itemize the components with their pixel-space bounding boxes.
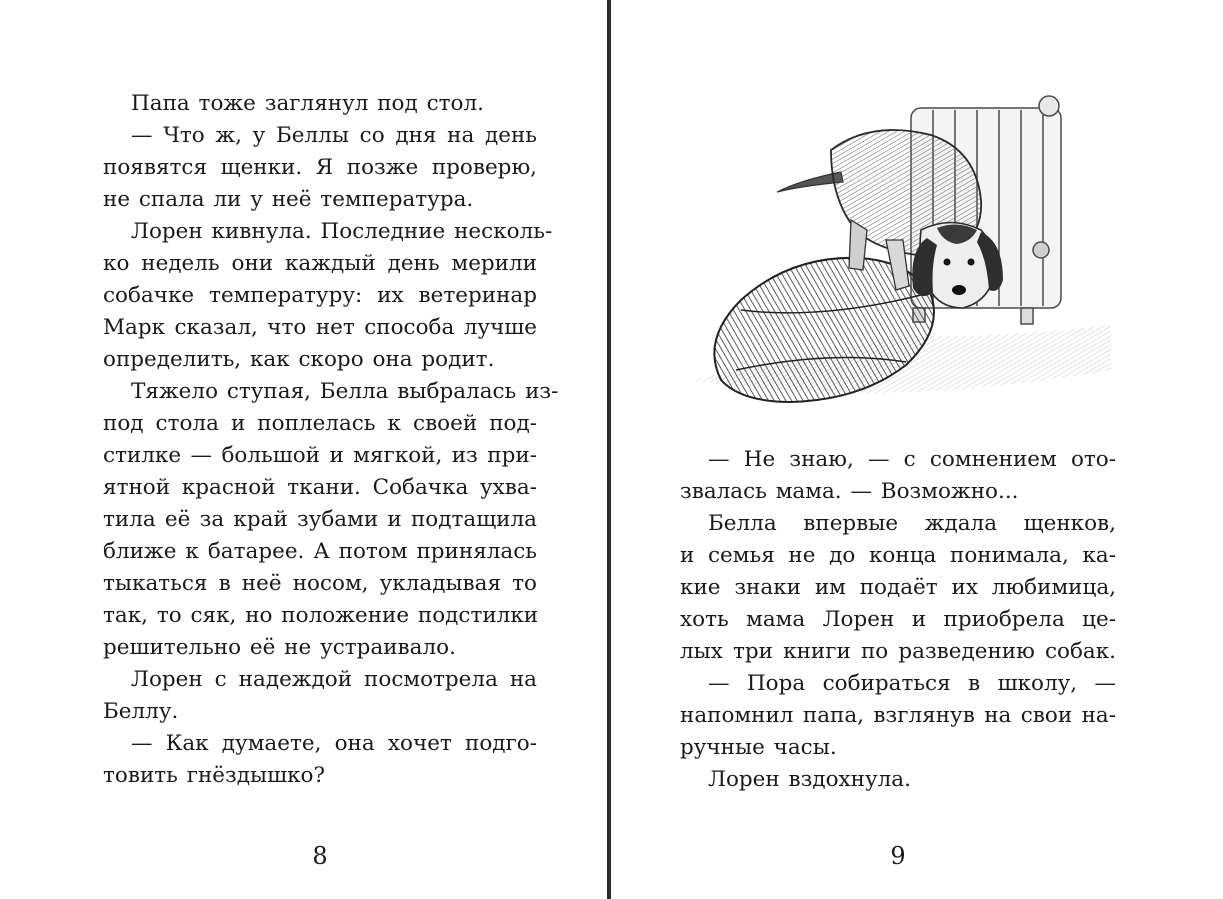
text-line: Беллу.	[103, 699, 179, 724]
text-line: — Не знаю, — с сомнением ото-	[708, 447, 1116, 472]
text-line: звалась мама. — Возможно...	[680, 479, 1019, 504]
text-line: Лорен вздохнула.	[708, 767, 911, 792]
text-line: определить, как скоро она родит.	[103, 347, 495, 372]
text-line: Белла впервые ждала щенков,	[708, 511, 1116, 536]
text-line: тыкаться в неё носом, укладывая то	[103, 571, 537, 596]
text-line: — Как думаете, она хочет подго-	[131, 731, 537, 756]
text-line: собачке температуру: их ветеринар	[103, 283, 537, 308]
text-line: стилке — большой и мягкой, из при-	[103, 443, 537, 468]
text-line: появятся щенки. Я позже проверю,	[103, 155, 537, 180]
text-line: кие знаки им подаёт их любимица,	[680, 575, 1116, 600]
text-line: ручные часы.	[680, 735, 837, 760]
text-line: — Пора собираться в школу, —	[708, 671, 1116, 696]
text-line: Лорен кивнула. Последние несколь-	[131, 219, 553, 244]
beagle-illustration	[681, 80, 1121, 430]
text-line: ближе к батарее. А потом принялась	[103, 539, 537, 564]
text-line: товить гнёздышко?	[103, 763, 325, 788]
text-line: тила её за край зубами и подтащила	[103, 507, 537, 532]
text-line: под стола и поплелась к своей под-	[103, 411, 537, 436]
text-line: Тяжело ступая, Белла выбралась из-	[131, 379, 559, 404]
right-page	[611, 0, 1223, 899]
text-line: и семья не до конца понимала, ка-	[680, 543, 1116, 568]
text-line: не спала ли у неё температура.	[103, 187, 474, 212]
text-line: ятной красной ткани. Собачка ухва-	[103, 475, 537, 500]
text-line: Лорен с надеждой посмотрела на	[131, 667, 537, 692]
page-number: 9	[890, 842, 906, 870]
left-page	[0, 0, 608, 899]
text-line: Марк сказал, что нет способа лучше	[103, 315, 537, 340]
page-number: 8	[312, 842, 328, 870]
text-line: — Что ж, у Беллы со дня на день	[131, 123, 537, 148]
text-line: лых три книги по разведению собак.	[680, 639, 1116, 664]
text-line: Папа тоже заглянул под стол.	[131, 91, 484, 116]
text-line: хоть мама Лорен и приобрела це-	[680, 607, 1116, 632]
text-line: решительно её не устраивало.	[103, 635, 456, 660]
text-line: ко недель они каждый день мерили	[103, 251, 537, 276]
text-line: напомнил папа, взглянув на свои на-	[680, 703, 1116, 728]
text-line: так, то сяк, но положение подстилки	[103, 603, 539, 628]
